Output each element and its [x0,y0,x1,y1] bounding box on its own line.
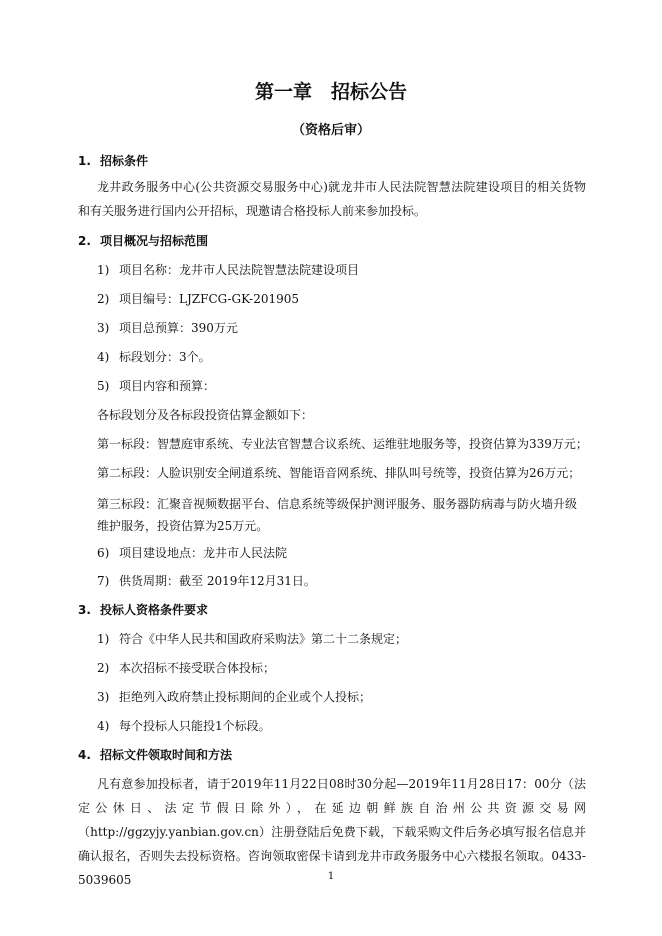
section-number: 4. [78,748,91,762]
list-item: 3) 拒绝列入政府禁止投标期间的企业或个人投标； [97,690,372,704]
list-item: 1) 符合《中华人民共和国政府采购法》第二十二条规定； [97,632,408,646]
list-item: 6) 项目建设地点：龙井市人民法院 [97,546,288,560]
lots-intro: 各标段划分及各标段投资估算金额如下： [97,408,314,422]
section-heading-2 [78,233,208,249]
section-paragraph: 凡有意参加投标者，请于2019年11月22日08时30分起—2019年11月28日17：00分（法定公休日、法定节假日除外），在延边朝鲜族自治州公共资源交易网（http://ggzyjy.yanbian.gov.cn）注册登陆后免费下载，下载采购文件后务必填写报名信息并确认报名，否则失去投标资格。咨询领取密保卡请到龙井市政务服务中心六楼报名领取。0433-5039605 [78,777,586,887]
list-item: 2) 本次招标不接受联合体投标； [97,661,276,675]
page-number: 1 [327,871,335,882]
list-item: 2) 项目编号：LJZFCG-GK-201905 [97,292,300,306]
list-item: 7) 供货周期：截至 2019年12月31日。 [97,574,316,588]
section-number: 1. [78,154,91,168]
section-title: 投标人资格条件要求 [100,603,209,617]
section-number: 2. [78,234,91,248]
list-item: 4) 每个投标人只能投1个标段。 [97,719,271,733]
section-heading-4 [78,747,232,763]
section-heading-1 [78,153,148,169]
section-title: 项目概况与招标范围 [100,234,209,248]
subtitle: （资格后审） [291,123,370,138]
section-paragraph: 龙井政务服务中心(公共资源交易服务中心)就龙井市人民法院智慧法院建设项目的相关货物和有关服务进行国内公开招标，现邀请合格投标人前来参加投标。 [78,180,586,218]
list-item: 5) 项目内容和预算： [97,379,216,393]
chapter-title: 第一章 招标公告 [254,81,407,103]
lot-item: 第一标段：智慧庭审系统、专业法官智慧合议系统、运维驻地服务等，投资估算为339万元； [97,437,588,451]
lot-item: 第二标段：人脸识别安全闸道系统、智能语音网系统、排队叫号统等，投资估算为26万元； [97,466,581,480]
lot-item: 第三标段：汇聚音视频数据平台、信息系统等级保护测评服务、服务器防病毒与防火墙升级维护服务，投资估算为25万元。 [97,497,578,533]
list-item: 3) 项目总预算：390万元 [97,321,238,335]
section-heading-3 [78,602,208,618]
section-title: 招标条件 [100,154,149,168]
section-number: 3. [78,603,91,617]
list-item: 4) 标段划分：3个。 [97,350,211,364]
section-title: 招标文件领取时间和方法 [100,748,233,762]
list-item: 1) 项目名称：龙井市人民法院智慧法院建设项目 [97,263,360,277]
